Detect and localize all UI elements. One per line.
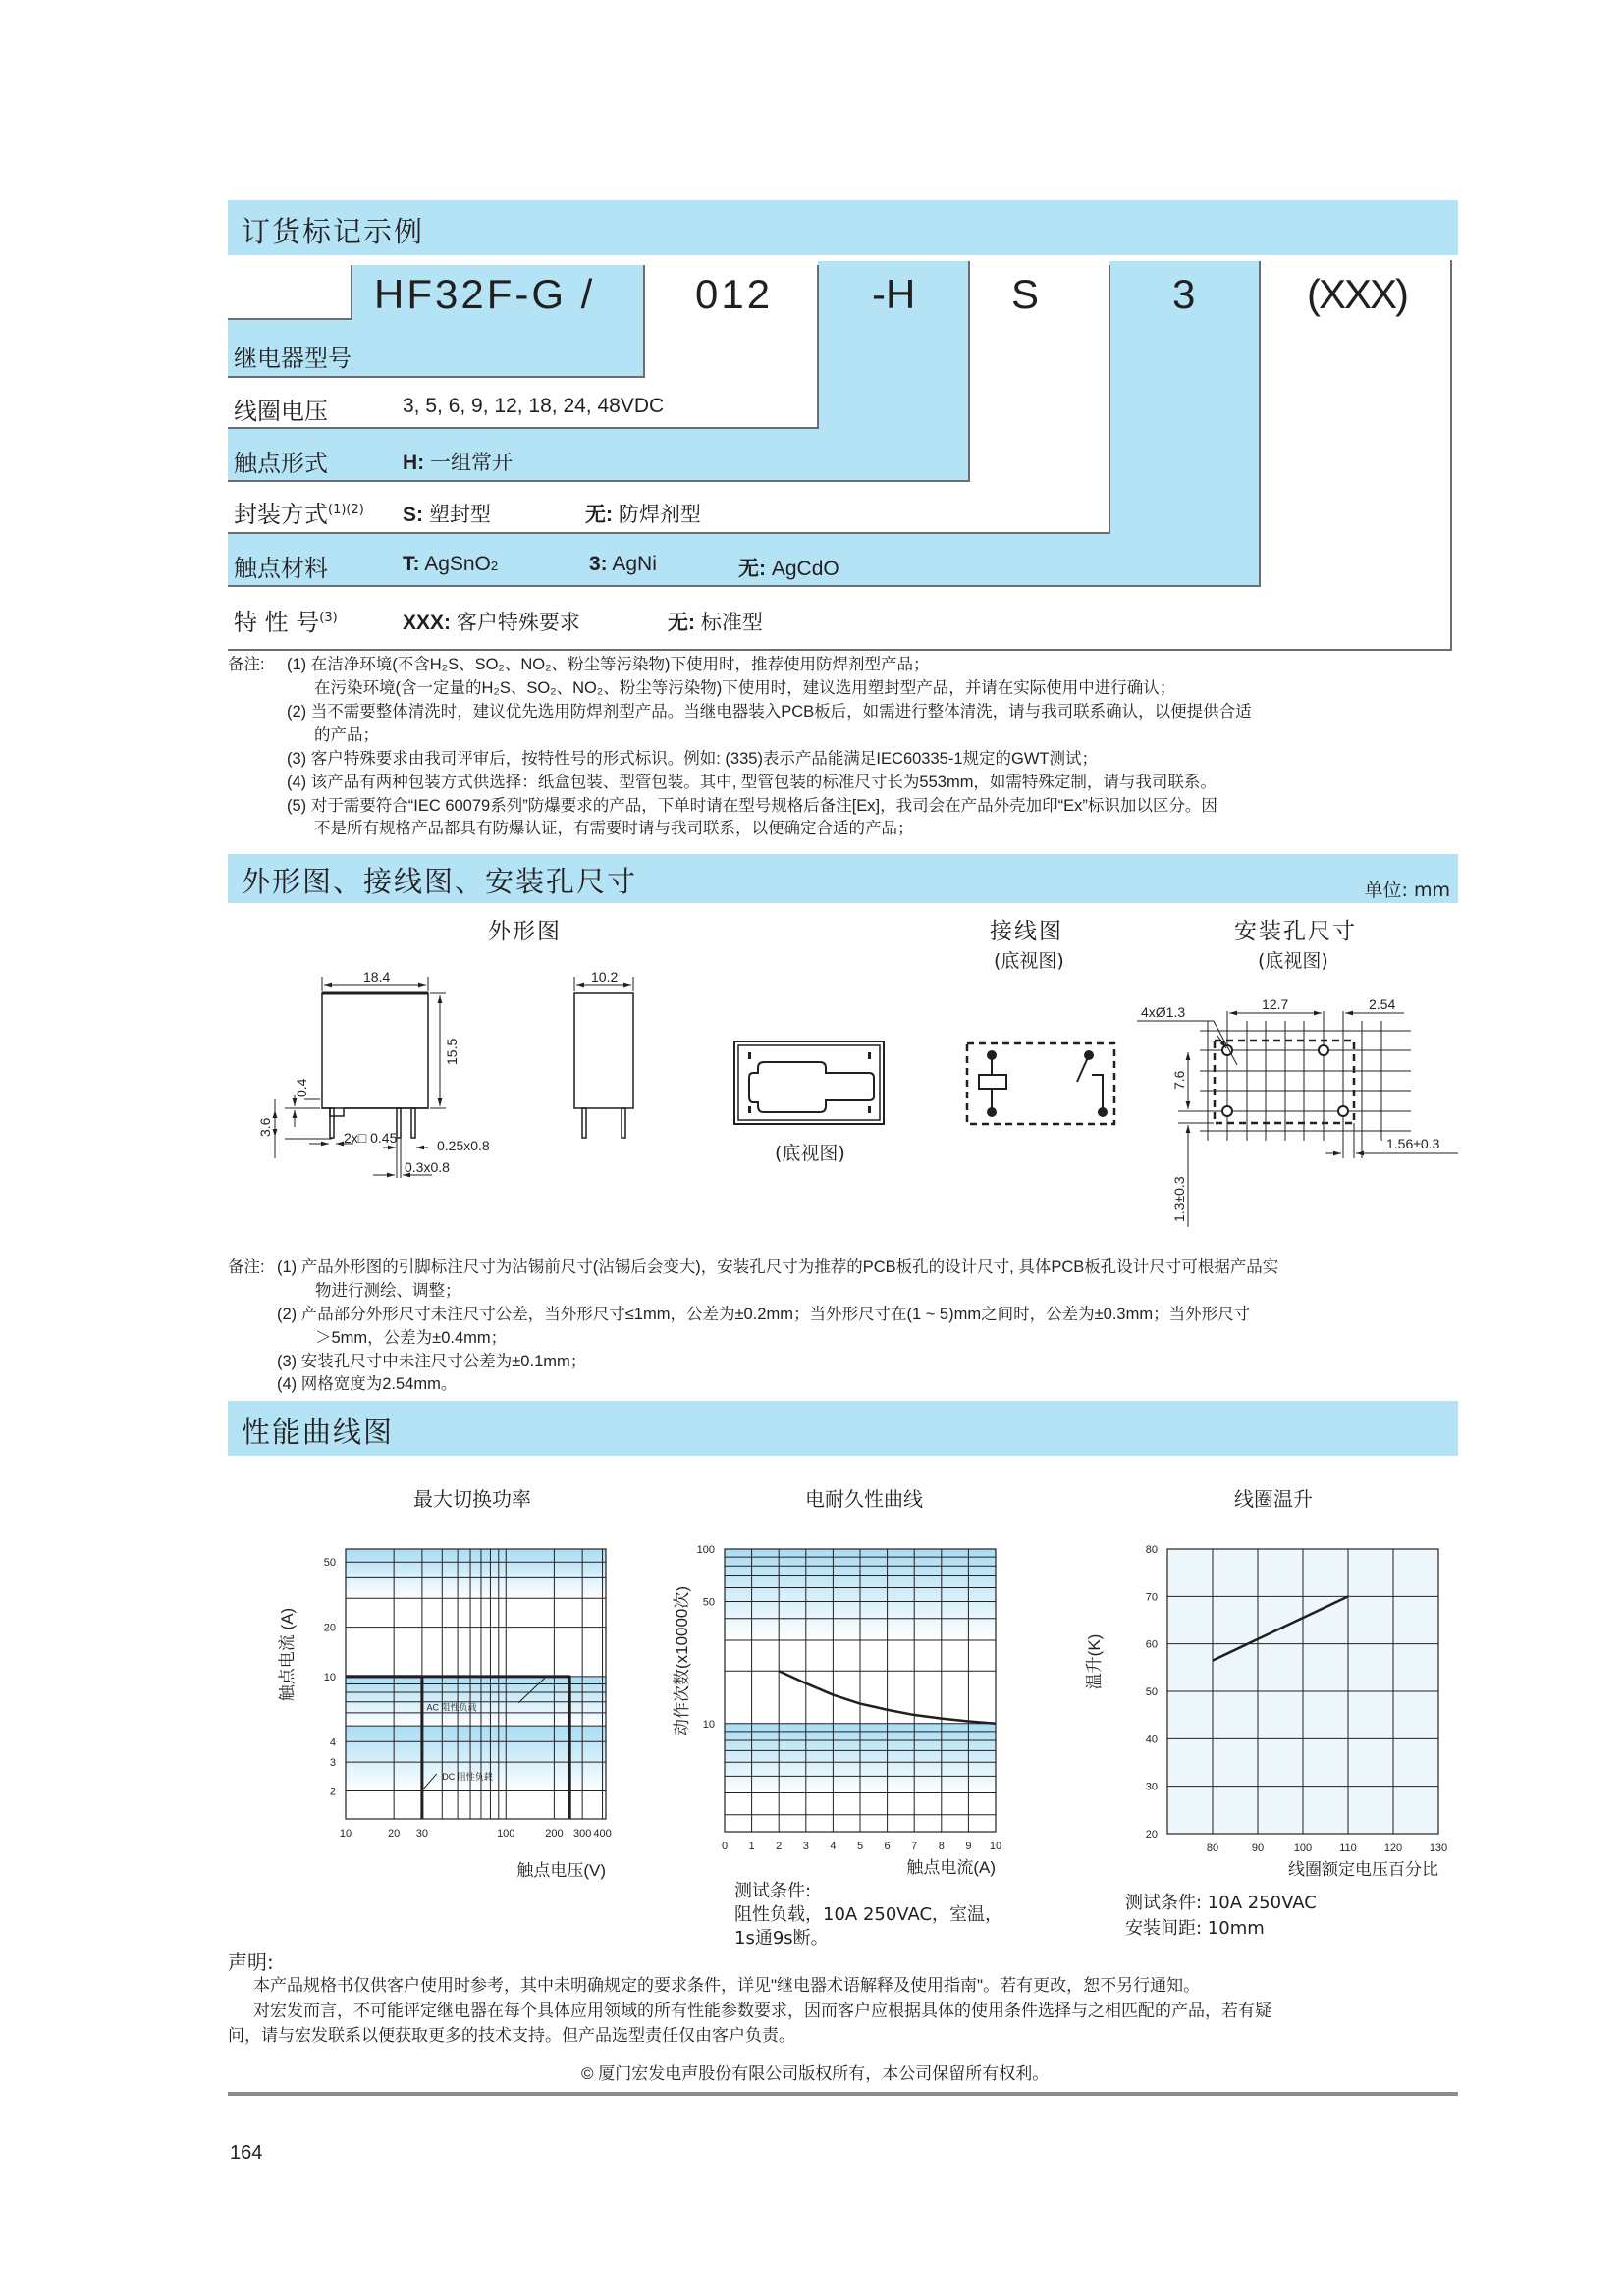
dim-holes: 4xØ1.3 [1141,1004,1186,1020]
pin-left [330,1108,334,1138]
performance-section-title: 性能曲线图 [242,1415,395,1449]
x-tick-label: 100 [497,1828,515,1840]
coil-icon [979,1075,1006,1089]
bottom-view-drawing [731,1036,908,1129]
ordering-section-title: 订货标记示例 [242,215,425,248]
dim-span-x: 12.7 [1262,996,1289,1012]
option-text: AgCdO [771,558,839,580]
option-text: 一组常开 [430,452,514,474]
pin-right [411,1108,415,1138]
note-line: (1) 产品外形图的引脚标注尺寸为沾锡前尺寸(沾锡后会变大)，安装孔尺寸为推荐的PCB板孔的设计尺寸, 具体PCB板孔设计尺寸可根据产品实 [277,1258,1279,1276]
option-key: H: [403,452,425,474]
option-key: 无: [738,558,766,580]
subscript: 2 [490,559,499,573]
row-value-coil-voltage: 3, 5, 6, 9, 12, 18, 24, 48VDC [403,395,665,417]
label-text: 封装方式 [234,501,328,528]
row-label-special [234,603,338,637]
y-tick-label: 80 [1145,1544,1158,1556]
x-axis-label: 触点电压(V) [516,1861,606,1880]
row-option-none-special [668,607,763,636]
chart-band [346,1549,606,1598]
note-line: (3) 安装孔尺寸中未注尺寸公差为±0.1mm； [277,1353,587,1370]
y-axis-label: 温升(K) [1085,1633,1104,1690]
code-coil-voltage: 012 [695,271,774,317]
annotation-ac: AC 阻性负载 [426,1702,477,1713]
y-tick-label: 70 [1145,1591,1158,1604]
dim-offset-x: 1.56±0.3 [1386,1136,1440,1151]
mount-hole [1338,1106,1348,1116]
x-tick-label: 7 [911,1841,918,1852]
y-axis-label: 动作次数(x10000次) [673,1585,691,1736]
y-tick-label: 20 [1145,1829,1158,1841]
page-number: 164 [230,2142,263,2163]
x-tick-label: 110 [1339,1842,1357,1854]
y-tick-label: 10 [323,1671,336,1683]
note-line: (4) 该产品有两种包装方式供选择：纸盒包装、型管包装。其中, 型管包装的标准尺寸长为553mm，如需特殊定制，请与我司联系。 [287,774,1217,791]
y-tick-label: 20 [323,1622,336,1634]
footnote-ref: (1)(2) [328,503,364,517]
dim-depth: 10.2 [591,969,619,985]
row-label-model: 继电器型号 [234,345,352,372]
dim-pitch: 2.54 [1369,996,1396,1012]
note-line: (2) 产品部分外形尺寸未注尺寸公差，当外形尺寸≤1mm，公差为±0.2mm；当外形尺寸在(1 ~ 5)mm之间时，公差为±0.3mm；当外形尺寸 [277,1306,1251,1323]
mounting-grid [1200,1011,1411,1158]
relay-body-side [574,993,633,1108]
y-tick-label: 100 [696,1544,715,1556]
x-tick-label: 1 [748,1841,755,1852]
declaration-para: 问，请与宏发联系以便获取更多的技术支持。但产品选型责任仅由客户负责。 [228,2026,795,2045]
note-line: (5) 对于需要符合“IEC 60079系列”防爆要求的产品，下单时请在型号规格后备注[Ex]，我司会在产品外壳加印“Ex”标识加以区分。因 [287,797,1217,815]
y-tick-label: 60 [1145,1638,1158,1651]
option-key: 无: [585,504,613,526]
wiring-diagram [957,1036,1124,1134]
row-label-package [234,495,364,529]
annotation-dc: DC 阻性负载 [442,1771,493,1782]
option-text: 客户特殊要求 [456,612,580,634]
code-package: S [1011,271,1040,317]
x-tick-label: 2 [776,1841,783,1852]
row-option-h [403,447,513,476]
code-special: (XXX) [1307,271,1408,317]
x-tick-label: 130 [1429,1842,1448,1854]
declaration-para: 对宏发而言，不可能评定继电器在每个具体应用领域的所有性能参数要求，因而客户应根据具体的使用条件选择与之相匹配的产品，若有疑 [253,2002,1271,2020]
code-model: HF32F-G / [374,271,596,317]
mounting-subtitle: (底视图) [1258,950,1328,972]
dim-height: 15.5 [444,1038,460,1065]
footer-rule [228,2092,1458,2096]
declaration-title: 声明: [228,1950,274,1974]
test-line: 阻性负载，10A 250VAC，室温， [734,1904,1003,1925]
note-line: (3) 客户特殊要求由我司评审后，按特性号的形式标识。例如: (335)表示产品能满足IEC60335-1规定的GWT测试； [287,750,1098,768]
notes-prefix: 备注: [228,656,265,673]
code-contact-material: 3 [1172,271,1196,317]
max-switching-power-chart [265,1512,638,1880]
x-tick-label: 80 [1206,1842,1219,1854]
option-text: 塑封型 [428,504,491,526]
x-tick-label: 5 [856,1841,864,1852]
y-tick-label: 4 [329,1736,336,1749]
x-tick-label: 10 [989,1841,1002,1852]
test-line: 1s通9s断。 [734,1928,829,1949]
test-line: 安装间距: 10mm [1125,1918,1265,1939]
outline-title: 外形图 [488,919,562,944]
wiring-title: 接线图 [990,919,1063,944]
outline-drawing [255,969,648,1227]
y-tick-label: 50 [1145,1686,1158,1698]
performance-section-header [228,1401,1458,1456]
wiring-subtitle: (底视图) [994,950,1064,972]
dim-pin1: 2x□ 0.45 [344,1130,398,1146]
row-option-3 [589,553,657,576]
x-tick-label: 100 [1293,1842,1313,1854]
y-tick-label: 50 [323,1557,336,1570]
row-label-contact-form: 触点形式 [234,450,328,477]
y-axis-label: 触点电流 (A) [278,1607,297,1702]
pin-mid [397,1108,401,1138]
option-key: 无: [668,612,695,634]
x-tick-label: 300 [572,1828,592,1840]
row-option-xxx [403,607,580,636]
x-tick-label: 120 [1383,1842,1403,1854]
chart3-title: 线圈温升 [1234,1487,1313,1511]
note-line: (4) 网格宽度为2.54mm。 [277,1375,458,1393]
note-line: 物进行测绘、调整； [315,1282,461,1300]
note-line: ＞5mm，公差为±0.4mm； [315,1329,508,1347]
row-option-none-package [585,499,701,528]
dim-standoff: 0.4 [294,1078,309,1097]
x-tick-label: 20 [388,1828,401,1840]
notes-prefix: 备注: [228,1258,265,1276]
mount-hole [1319,1045,1328,1055]
chart2-title: 电耐久性曲线 [805,1487,923,1511]
dim-pin3: 0.3x0.8 [405,1159,450,1175]
note-line: 在污染环境(含一定量的H₂S、SO₂、NO₂、粉尘等污染物)下使用时，建议选用塑封型产品，并请在实际使用中进行确认； [314,679,1176,697]
mount-hole [1222,1106,1232,1116]
y-tick-label: 40 [1145,1734,1158,1746]
option-key: XXX: [403,612,452,634]
x-tick-label: 90 [1251,1842,1265,1854]
mounting-title: 安装孔尺寸 [1234,919,1357,944]
chart1-title: 最大切换功率 [413,1487,531,1511]
dim-pin-length: 3.6 [257,1117,273,1137]
test-line: 测试条件: [734,1881,812,1901]
label-text: 特 性 号 [234,609,320,636]
copyright: © 厦门宏发电声股份有限公司版权所有，本公司保留所有权利。 [581,2064,1050,2083]
relay-body-front [322,993,428,1108]
dim-width: 18.4 [363,969,391,985]
x-tick-label: 6 [884,1841,891,1852]
x-axis-label: 触点电流(A) [906,1858,996,1877]
row-label-contact-material: 触点材料 [234,555,328,582]
x-tick-label: 30 [415,1828,429,1840]
electrical-endurance-chart [668,1512,1041,1877]
option-text: AgSnO [424,553,491,575]
row-option-s [403,499,491,528]
x-tick-label: 4 [830,1841,837,1852]
option-key: T: [403,553,420,575]
option-text: AgNi [612,553,657,575]
x-tick-label: 10 [339,1828,352,1840]
option-text: 防焊剂型 [618,504,701,526]
footnote-ref: (3) [319,611,338,625]
note-line: 不是所有规格产品都具有防爆认证，有需要时请与我司联系，以便确定合适的产品； [314,820,914,837]
option-key: S: [403,504,423,526]
dimensions-section-header [228,854,1458,903]
y-tick-label: 2 [329,1786,336,1798]
mounting-hole-diagram [1129,991,1463,1247]
row-option-t [403,553,498,576]
row-option-none-material [738,553,839,582]
dim-pin2: 0.25x0.8 [437,1138,490,1153]
code-contact-form: -H [872,271,916,317]
x-tick-label: 200 [545,1828,564,1840]
x-tick-label: 0 [721,1841,729,1852]
bottom-view-caption: (底视图) [775,1143,845,1164]
test-line: 测试条件: 10A 250VAC [1125,1893,1317,1913]
x-axis-label: 线圈额定电压百分比 [1288,1860,1438,1879]
declaration-para: 本产品规格书仅供客户使用时参考，其中未明确规定的要求条件，详见"继电器术语解释及使用指南"。若有更改，恕不另行通知。 [253,1976,1201,1995]
note-line: (1) 在洁净环境(不含H₂S、SO₂、NO₂、粉尘等污染物)下使用时，推荐使用防焊剂型产品； [287,656,930,673]
dim-span-y: 7.6 [1171,1070,1187,1090]
x-tick-label: 400 [593,1828,612,1840]
y-tick-label: 3 [329,1757,336,1770]
x-tick-label: 8 [938,1841,945,1852]
y-tick-label: 30 [1145,1781,1158,1793]
dimensions-section-title: 外形图、接线图、安装孔尺寸 [242,865,638,898]
note-line: 的产品； [314,726,379,744]
note-line: (2) 当不需要整体清洗时，建议优先选用防焊剂型产品。当继电器装入PCB板后，如需进行整体清洗，请与我司联系确认，以便提供合适 [287,703,1252,721]
row-label-coil-voltage: 线圈电压 [234,398,328,425]
unit-label: 单位: mm [1364,880,1450,901]
x-tick-label: 9 [965,1841,972,1852]
coil-temperature-rise-chart [1080,1512,1453,1879]
y-tick-label: 10 [702,1718,715,1731]
ordering-section-header [228,200,1458,255]
dim-offset-y: 1.3±0.3 [1171,1176,1187,1222]
option-text: 标准型 [700,612,763,634]
x-tick-label: 3 [802,1841,809,1852]
y-tick-label: 50 [702,1596,715,1609]
option-key: 3: [589,553,608,575]
